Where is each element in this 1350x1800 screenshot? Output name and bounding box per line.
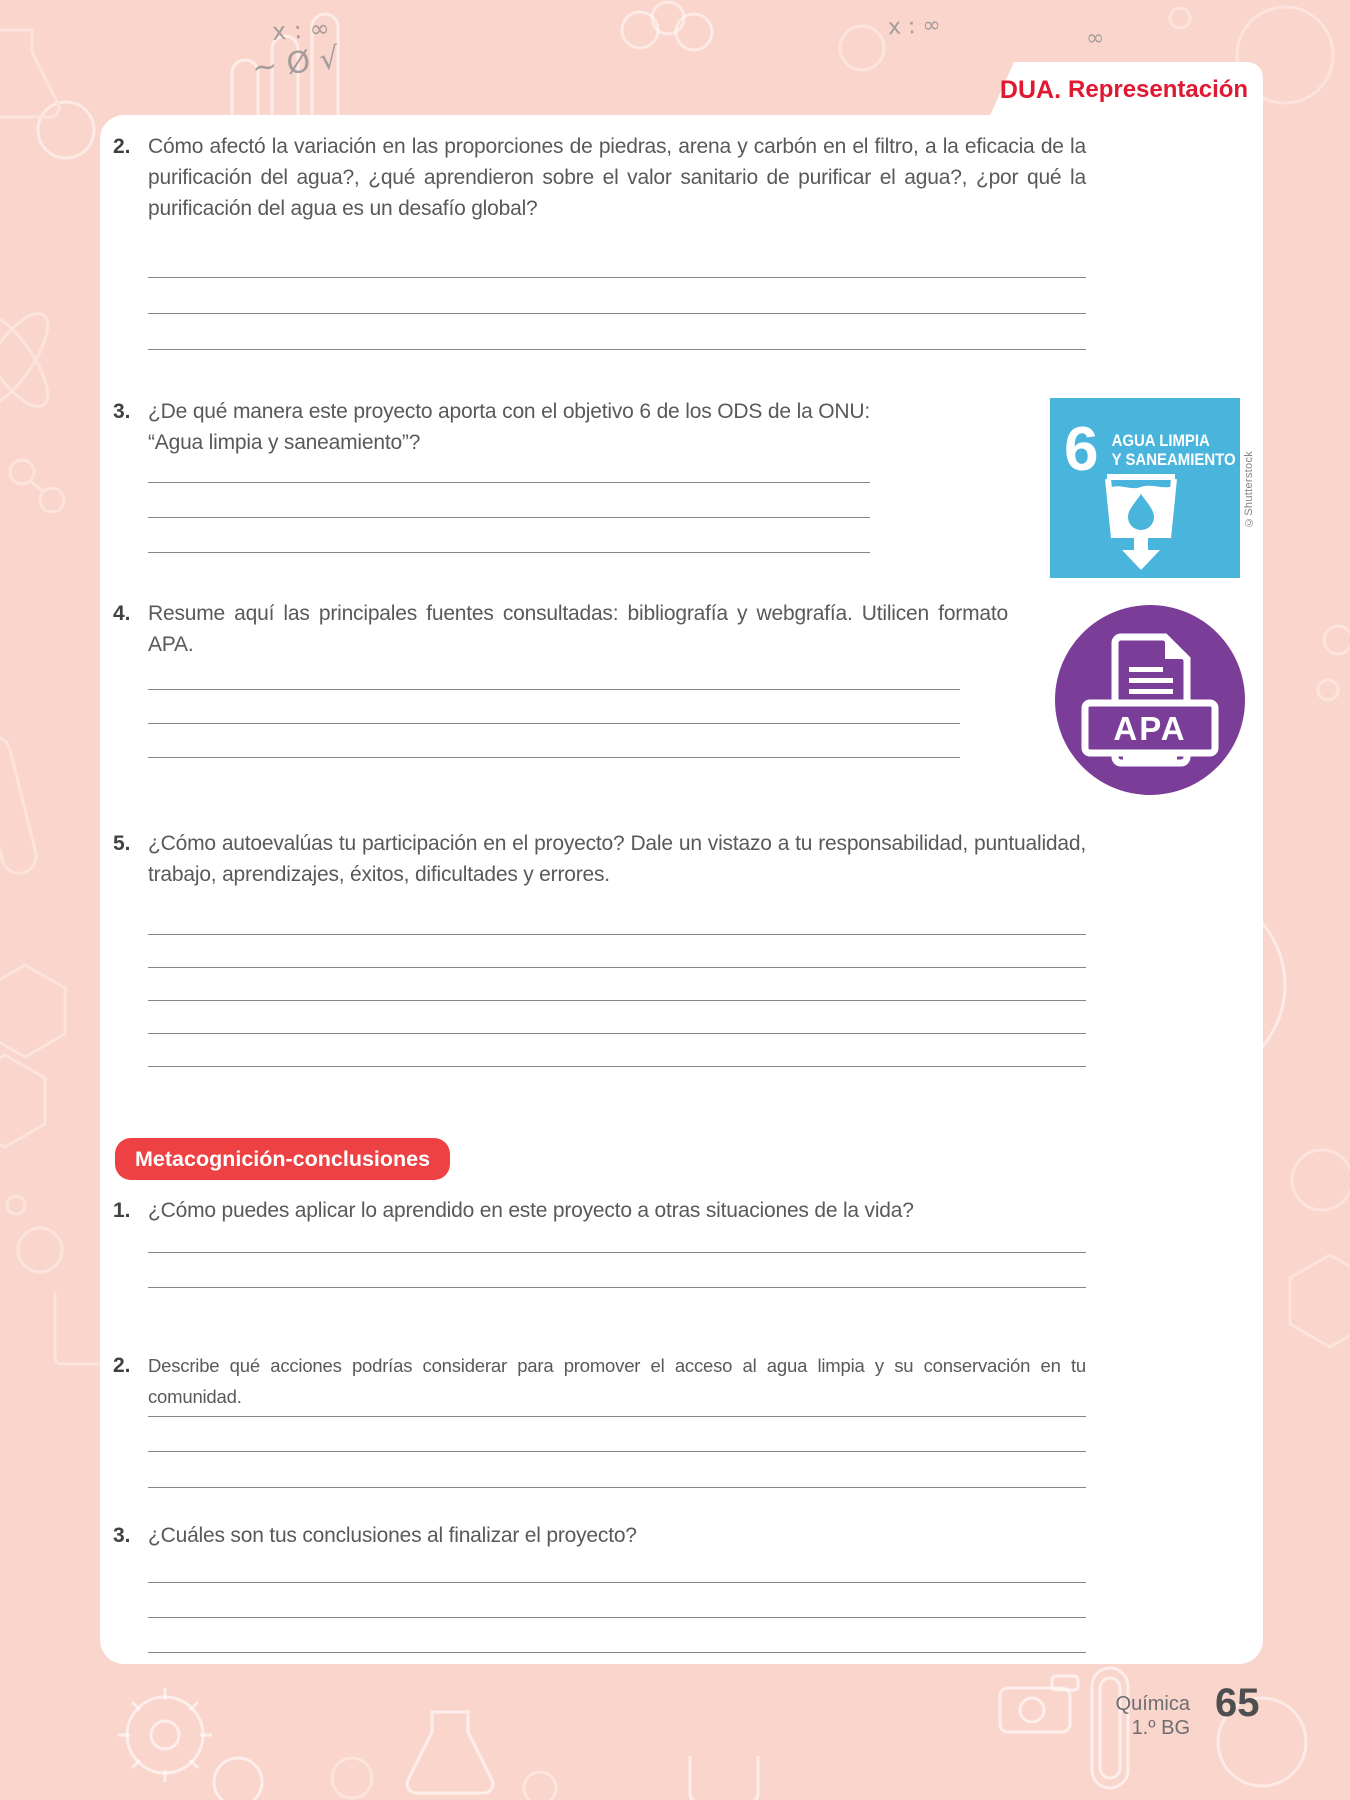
question-text: ¿Cómo puedes aplicar lo aprendido en este proyecto a otras situaciones de la vida? [148,1199,914,1222]
sdg6-agua-limpia-icon [1050,398,1240,578]
answer-line [148,689,960,690]
answer-line [148,1617,1086,1618]
dua-label [988,62,1260,118]
metacognition-section-badge: Metacognición-conclusiones [115,1138,450,1180]
metacognition-question-3 [113,1520,1086,1551]
sdg-number: 6 [1064,415,1099,484]
question-number: 2. [113,135,131,158]
sdg-title-line2: Y SANEAMIENTO [1111,451,1236,470]
question-number: 2. [113,1354,131,1377]
question-4 [113,598,1008,660]
pencil-sketch-infinity-2: x : ∞ [887,12,942,41]
question-number: 3. [113,400,131,423]
apa-format-icon [1055,605,1245,795]
answer-line [148,1252,1086,1253]
answer-line [148,757,960,758]
metacognition-question-2 [113,1350,1086,1412]
footer-course: Química [1115,1693,1190,1715]
question-number: 4. [113,602,131,625]
question-text: ¿Cómo autoevalúas tu participación en el proyecto? Dale un vistazo a tu responsabilidad, puntualidad, trabajo, aprendizajes, éxitos, dificultades y errores. [148,832,1086,886]
dua-label-bold: DUA. [999,75,1062,104]
apa-banner [1085,703,1215,753]
answer-line [148,1487,1086,1488]
footer-course-info [1000,1692,1190,1740]
question-text: ¿Cuáles son tus conclusiones al finalizar el proyecto? [148,1524,637,1547]
question-text: Describe qué acciones podrías considerar para promover el acceso al agua limpia y su conservación en tu comunidad. [148,1355,1086,1407]
question-text: Cómo afectó la variación en las proporciones de piedras, arena y carbón en el filtro, a la eficacia de la purificación del agua?, ¿qué aprendieron sobre el valor sanitario de purificar el agua?, ¿por qué la purificación del agua es un desafío global? [148,135,1086,220]
answer-line [148,1582,1086,1583]
answer-line [148,934,1086,935]
answer-line [148,1287,1086,1288]
page-number: 65 [1215,1681,1260,1725]
pencil-sketch-infinity-3: ∞ [1086,26,1105,51]
answer-line [148,349,1086,350]
answer-line [148,517,870,518]
answer-line [148,1652,1086,1653]
question-2 [113,131,1086,224]
question-text: Resume aquí las principales fuentes consultadas: bibliografía y webgrafía. Utilicen formato APA. [148,602,1008,656]
sdg-title-line1: AGUA LIMPIA [1111,432,1210,451]
answer-line [148,313,1086,314]
pencil-sketch-infinity: x : ∞ [271,14,331,46]
answer-line [148,967,1086,968]
dua-label-text: Representación [1068,76,1249,103]
footer-level: 1.º BG [1131,1717,1190,1739]
question-number: 1. [113,1199,131,1222]
answer-line [148,1066,1086,1067]
question-number: 3. [113,1524,131,1547]
image-credit: ©Shutterstock [1243,450,1255,528]
metacognition-question-1 [113,1195,1086,1226]
answer-line [148,1000,1086,1001]
answer-line [148,723,960,724]
answer-line [148,552,870,553]
question-number: 5. [113,832,131,855]
pencil-sketch-symbols: ~ Ø √ [250,40,341,87]
answer-line [148,1416,1086,1417]
answer-line [148,277,1086,278]
question-text: ¿De qué manera este proyecto aporta con el objetivo 6 de los ODS de la ONU: “Agua limpia y saneamiento”? [148,400,870,454]
answer-line [148,1033,1086,1034]
apa-label: APA [1113,710,1187,747]
question-5 [113,828,1086,890]
answer-line [148,1451,1086,1452]
answer-line [148,482,870,483]
question-3 [113,396,870,458]
